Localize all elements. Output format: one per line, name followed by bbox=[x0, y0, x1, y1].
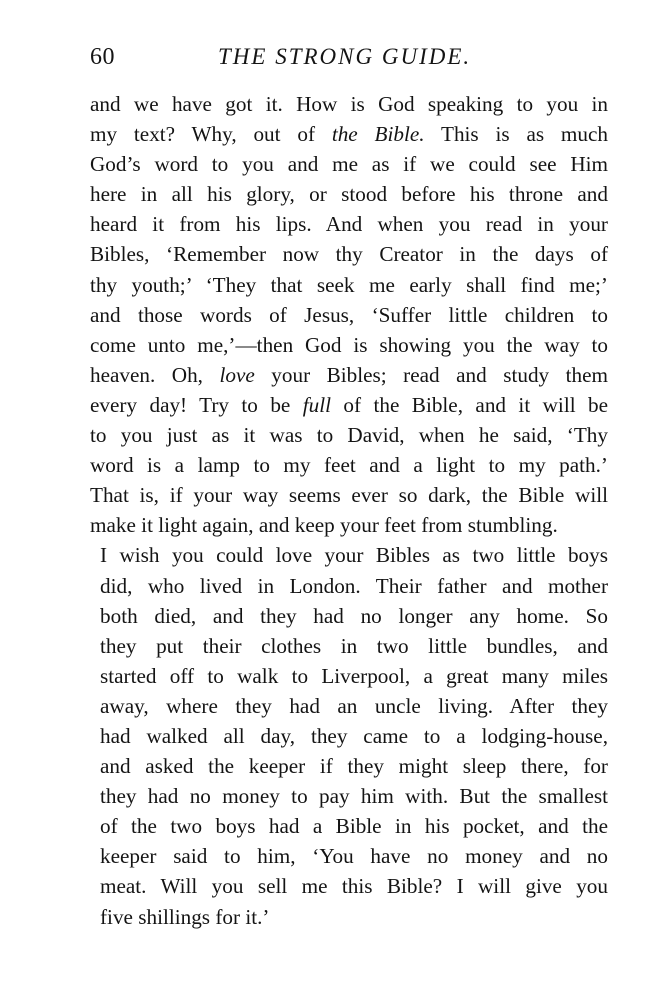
text-line bbox=[90, 510, 608, 540]
book-page bbox=[90, 40, 608, 932]
text-run: I wish you could love your Bibles as two little boys bbox=[100, 543, 608, 568]
text-run: they had no money to pay him with. But the smallest bbox=[100, 784, 608, 809]
text-line bbox=[90, 631, 608, 661]
text-line bbox=[90, 751, 608, 781]
text-line bbox=[90, 902, 608, 932]
text-line bbox=[90, 119, 608, 149]
text-run: had walked all day, they came to a lodging-house, bbox=[100, 723, 608, 748]
page-number: 60 bbox=[90, 44, 115, 70]
text-run: of the two boys had a Bible in his pocket, and the bbox=[100, 814, 608, 839]
text-line bbox=[90, 540, 608, 570]
text-run: meat. Will you sell me this Bible? I will give you bbox=[100, 874, 608, 899]
text-run: come unto me,’—then God is showing you the way to bbox=[90, 332, 608, 357]
text-run: This is as much bbox=[424, 122, 609, 147]
paragraph bbox=[90, 89, 608, 540]
text-run: both died, and they had no longer any home. So bbox=[100, 603, 608, 628]
text-run: heaven. Oh, bbox=[90, 362, 220, 387]
text-line bbox=[90, 420, 608, 450]
text-line bbox=[90, 179, 608, 209]
running-title: THE STRONG GUIDE. bbox=[218, 44, 472, 69]
text-line bbox=[90, 270, 608, 300]
text-line bbox=[90, 601, 608, 631]
text-line bbox=[90, 661, 608, 691]
italic-text-run: the Bible. bbox=[331, 122, 425, 147]
text-run: make it light again, and keep your feet from stumbling. bbox=[90, 513, 558, 538]
italic-text-run: full bbox=[302, 392, 332, 417]
text-run: heard it from his lips. And when you read in your bbox=[90, 212, 608, 237]
text-run: and those words of Jesus, ‘Suffer little children to bbox=[90, 302, 608, 327]
running-head bbox=[90, 40, 608, 80]
text-line bbox=[90, 149, 608, 179]
text-run: word is a lamp to my feet and a light to my path.’ bbox=[90, 453, 608, 478]
text-line bbox=[90, 450, 608, 480]
text-run: keeper said to him, ‘You have no money and no bbox=[100, 844, 608, 869]
text-run: away, where they had an uncle living. After they bbox=[100, 693, 608, 718]
text-run: every day! Try to be bbox=[90, 392, 303, 417]
text-line bbox=[90, 871, 608, 901]
body-text bbox=[90, 89, 608, 932]
text-line bbox=[90, 300, 608, 330]
text-run: Bibles, ‘Remember now thy Creator in the days of bbox=[90, 242, 608, 267]
text-run: they put their clothes in two little bundles, and bbox=[100, 633, 608, 658]
text-run: did, who lived in London. Their father and mother bbox=[100, 573, 608, 598]
text-line bbox=[90, 691, 608, 721]
text-run: thy youth;’ ‘They that seek me early shall find me;’ bbox=[90, 272, 608, 297]
text-line bbox=[90, 721, 608, 751]
text-run: five shillings for it.’ bbox=[100, 904, 270, 929]
text-line bbox=[90, 239, 608, 269]
text-run: your Bibles; read and study them bbox=[254, 362, 609, 387]
text-line bbox=[90, 330, 608, 360]
text-line bbox=[90, 89, 608, 119]
text-run: of the Bible, and it will be bbox=[331, 392, 609, 417]
text-line bbox=[90, 209, 608, 239]
text-run: my text? Why, out of bbox=[90, 122, 332, 147]
text-run: That is, if your way seems ever so dark, the Bible will bbox=[90, 483, 608, 508]
text-run: God’s word to you and me as if we could see Him bbox=[90, 152, 608, 177]
text-line bbox=[90, 480, 608, 510]
text-line bbox=[90, 781, 608, 811]
text-line bbox=[90, 360, 608, 390]
text-run: to you just as it was to David, when he said, ‘Thy bbox=[90, 423, 608, 448]
text-run: and asked the keeper if they might sleep there, for bbox=[100, 754, 608, 779]
text-line bbox=[90, 571, 608, 601]
text-line bbox=[90, 811, 608, 841]
text-line bbox=[90, 390, 608, 420]
text-line bbox=[90, 841, 608, 871]
text-run: and we have got it. How is God speaking to you in bbox=[90, 92, 608, 116]
text-run: here in all his glory, or stood before his throne and bbox=[90, 182, 608, 207]
italic-text-run: love bbox=[219, 362, 255, 387]
paragraph bbox=[90, 540, 608, 931]
text-run: started off to walk to Liverpool, a great many miles bbox=[100, 663, 608, 688]
